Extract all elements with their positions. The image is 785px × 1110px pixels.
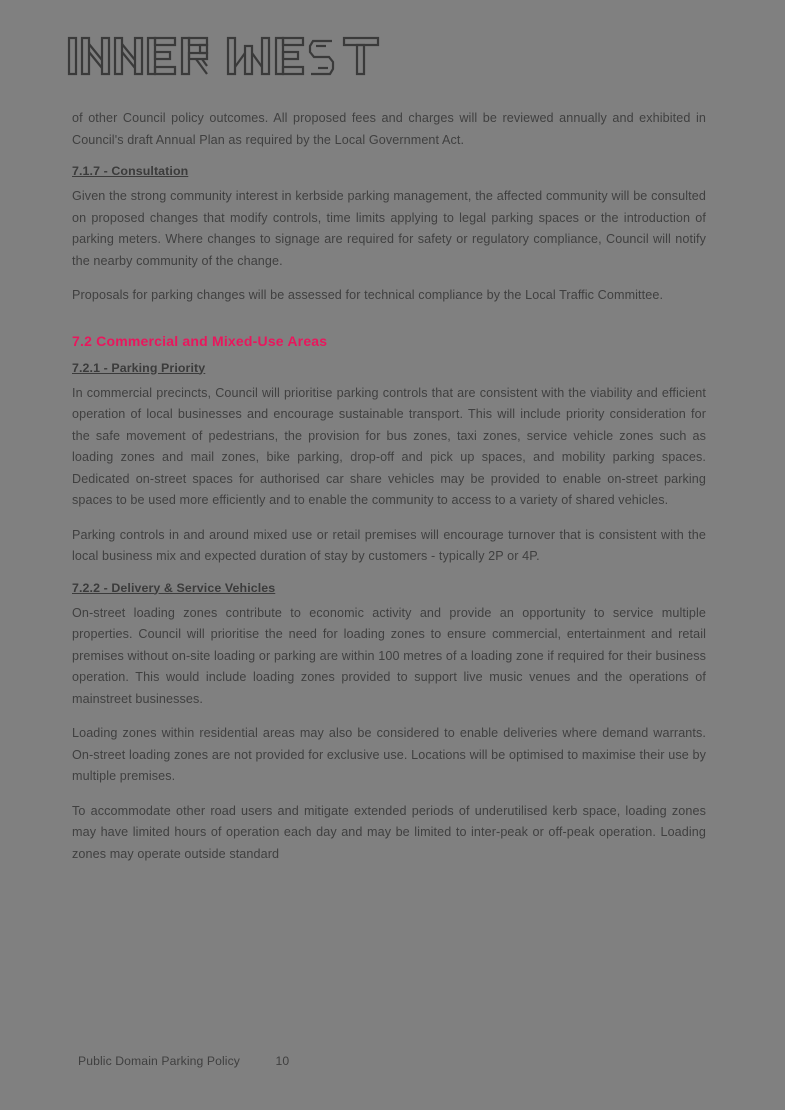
delivery-paragraph-3: To accommodate other road users and mitigate extended periods of underutilised kerb space, loading zones may have limited hours of operation each day and may be limited to inter-peak or off-peak operation. Loading zones may operate outside standard — [72, 803, 706, 861]
consultation-paragraph-2: Proposals for parking changes will be assessed for technical compliance by the Local Traffic Committee. — [72, 288, 664, 302]
footer-page-number: 10 — [275, 1054, 290, 1068]
section-heading-commercial-mixed-use: 7.2 Commercial and Mixed-Use Areas — [72, 332, 328, 349]
delivery-paragraph-1: On-street loading zones contribute to economic activity and provide an opportunity to service multiple properties. Council will prioritise the need for loading zones to ensure commercial, entertainment and retail premises without on-site loading or parking are within 100 metres of a loading zone if required for their business operation. This would include loading zones provided to support live music venues and the operations of mainstreet businesses. — [72, 605, 706, 706]
delivery-paragraph-2: Loading zones within residential areas may also be considered to enable deliveries where demand warrants. On-street loading zones are not provided for exclusive use. Locations will be optimised to maximise their use by multiple premises. — [72, 726, 706, 783]
parking-priority-paragraph-1: In commercial precincts, Council will prioritise parking controls that are consistent with the viability and efficient operation of local businesses and encourage sustainable transport. This will include priority consideration for the safe movement of pedestrians, the provision for bus zones, taxi zones, service vehicle zones such as loading zones and mail zones, bike parking, drop-off and pick up spaces, and mobility parking spaces. Dedicated on-street spaces for authorised car share vehicles may be provided to enable on-street parking spaces to be used more efficiently and to enable the community to access to a variety of shared vehicles. — [72, 385, 706, 507]
heading-delivery-service-vehicles: 7.2.2 - Delivery & Service Vehicles — [72, 580, 276, 595]
footer-document-title: Public Domain Parking Policy — [78, 1054, 240, 1068]
document-body — [72, 108, 706, 878]
inner-west-council-logo — [66, 34, 386, 80]
consultation-paragraph-1: Given the strong community interest in kerbside parking management, the affected community will be consulted on proposed changes that modify controls, time limits applying to legal parking spaces or the introduction of parking meters. Where changes to signage are required for safety or regulatory compliance, Council will notify the nearby community of the change. — [72, 189, 706, 268]
parking-priority-paragraph-2: Parking controls in and around mixed use or retail premises will encourage turnover that is consistent with the local business mix and expected duration of stay by customers - typically 2P or 4P. — [72, 527, 706, 563]
heading-parking-priority: 7.2.1 - Parking Priority — [72, 360, 206, 375]
heading-consultation: 7.1.7 - Consultation — [72, 164, 189, 178]
intro-paragraph: of other Council policy outcomes. All proposed fees and charges will be reviewed annually and exhibited in Council's draft Annual Plan as required by the Local Government Act. — [72, 111, 706, 147]
page-footer — [78, 1054, 289, 1068]
